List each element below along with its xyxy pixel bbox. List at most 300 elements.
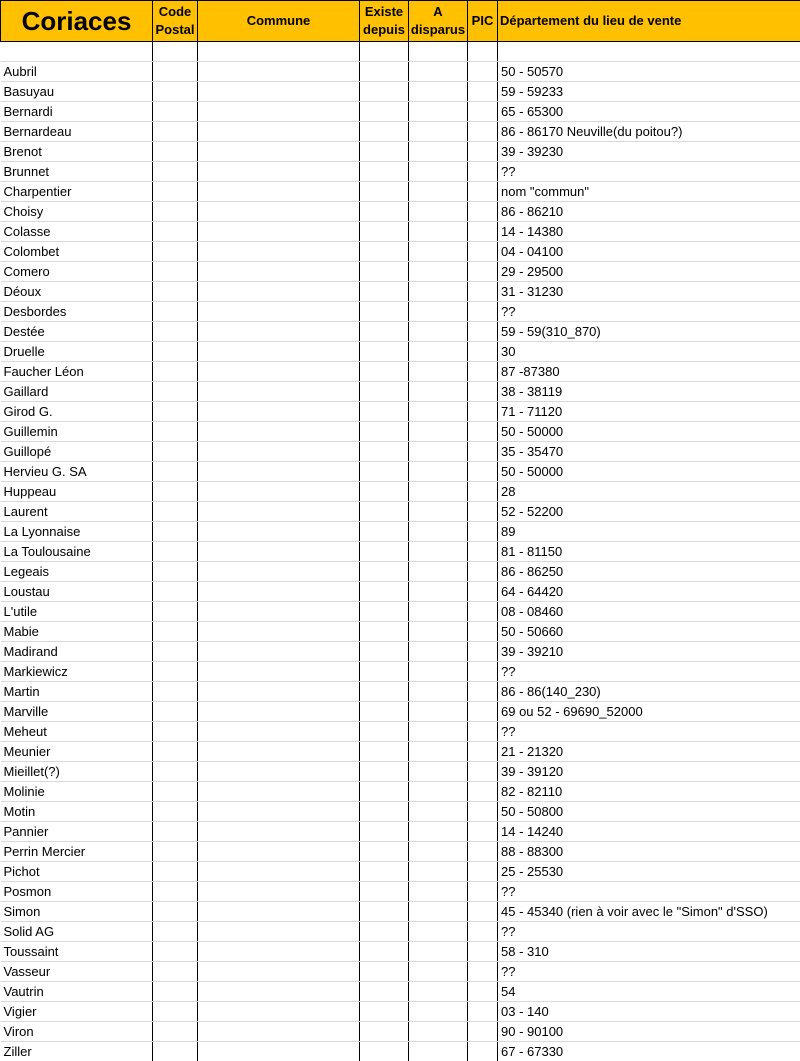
cell-commune[interactable]: [198, 902, 360, 922]
cell-departement[interactable]: 87 -87380: [498, 362, 800, 382]
cell-existe-depuis[interactable]: [360, 422, 409, 442]
cell-name[interactable]: Molinie: [1, 782, 153, 802]
cell-pic[interactable]: [468, 282, 498, 302]
cell-commune[interactable]: [198, 1022, 360, 1042]
cell-commune[interactable]: [198, 622, 360, 642]
cell-name[interactable]: Vigier: [1, 1002, 153, 1022]
cell-code-postal[interactable]: [153, 462, 198, 482]
cell-name[interactable]: Laurent: [1, 502, 153, 522]
cell-existe-depuis[interactable]: [360, 342, 409, 362]
cell-departement[interactable]: 50 - 50000: [498, 422, 800, 442]
cell-existe-depuis[interactable]: [360, 502, 409, 522]
cell-commune[interactable]: [198, 602, 360, 622]
cell-departement[interactable]: 52 - 52200: [498, 502, 800, 522]
cell-existe-depuis[interactable]: [360, 382, 409, 402]
cell-commune[interactable]: [198, 542, 360, 562]
cell-a-disparus[interactable]: [409, 742, 468, 762]
cell-existe-depuis[interactable]: [360, 1022, 409, 1042]
cell-name[interactable]: Aubril: [1, 62, 153, 82]
cell-a-disparus[interactable]: [409, 162, 468, 182]
cell-existe-depuis[interactable]: [360, 702, 409, 722]
cell-commune[interactable]: [198, 442, 360, 462]
cell-name[interactable]: Posmon: [1, 882, 153, 902]
cell-a-disparus[interactable]: [409, 542, 468, 562]
cell-existe-depuis[interactable]: [360, 862, 409, 882]
cell-code-postal[interactable]: [153, 862, 198, 882]
cell-name[interactable]: Legeais: [1, 562, 153, 582]
cell-existe-depuis[interactable]: [360, 62, 409, 82]
cell-existe-depuis[interactable]: [360, 322, 409, 342]
cell-name[interactable]: Bernardi: [1, 102, 153, 122]
cell-departement[interactable]: 59 - 59233: [498, 82, 800, 102]
cell-code-postal[interactable]: [153, 442, 198, 462]
cell-pic[interactable]: [468, 542, 498, 562]
cell-pic[interactable]: [468, 462, 498, 482]
cell-departement[interactable]: nom "commun": [498, 182, 800, 202]
cell-code-postal[interactable]: [153, 62, 198, 82]
cell-commune[interactable]: [198, 322, 360, 342]
cell-code-postal[interactable]: [153, 1022, 198, 1042]
cell-name[interactable]: Desbordes: [1, 302, 153, 322]
cell-code-postal[interactable]: [153, 782, 198, 802]
cell-a-disparus[interactable]: [409, 702, 468, 722]
cell-pic[interactable]: [468, 522, 498, 542]
cell-name[interactable]: Simon: [1, 902, 153, 922]
cell-existe-depuis[interactable]: [360, 442, 409, 462]
cell-code-postal[interactable]: [153, 742, 198, 762]
cell-commune[interactable]: [198, 342, 360, 362]
cell-name[interactable]: Ziller: [1, 1042, 153, 1061]
cell-code-postal[interactable]: [153, 262, 198, 282]
cell-code-postal[interactable]: [153, 382, 198, 402]
header-commune[interactable]: Commune: [198, 1, 360, 42]
cell-commune[interactable]: [198, 302, 360, 322]
cell-code-postal[interactable]: [153, 422, 198, 442]
header-brand[interactable]: Coriaces: [1, 1, 153, 42]
cell-departement[interactable]: 69 ou 52 - 69690_52000: [498, 702, 800, 722]
cell-departement[interactable]: 39 - 39230: [498, 142, 800, 162]
cell-commune[interactable]: [198, 182, 360, 202]
cell-code-postal[interactable]: [153, 222, 198, 242]
cell-commune[interactable]: [198, 82, 360, 102]
cell-name[interactable]: Marville: [1, 702, 153, 722]
cell-pic[interactable]: [468, 702, 498, 722]
cell-a-disparus[interactable]: [409, 642, 468, 662]
cell-code-postal[interactable]: [153, 322, 198, 342]
cell-a-disparus[interactable]: [409, 942, 468, 962]
cell-departement[interactable]: ??: [498, 882, 800, 902]
table-cell[interactable]: [153, 42, 198, 62]
cell-pic[interactable]: [468, 862, 498, 882]
cell-code-postal[interactable]: [153, 822, 198, 842]
cell-pic[interactable]: [468, 1022, 498, 1042]
cell-existe-depuis[interactable]: [360, 202, 409, 222]
cell-a-disparus[interactable]: [409, 802, 468, 822]
cell-departement[interactable]: 39 - 39210: [498, 642, 800, 662]
cell-code-postal[interactable]: [153, 402, 198, 422]
cell-a-disparus[interactable]: [409, 422, 468, 442]
cell-pic[interactable]: [468, 622, 498, 642]
cell-commune[interactable]: [198, 202, 360, 222]
cell-name[interactable]: Charpentier: [1, 182, 153, 202]
cell-pic[interactable]: [468, 982, 498, 1002]
cell-departement[interactable]: 58 - 310: [498, 942, 800, 962]
cell-departement[interactable]: 45 - 45340 (rien à voir avec le "Simon" d'SSO): [498, 902, 800, 922]
cell-commune[interactable]: [198, 742, 360, 762]
cell-departement[interactable]: 59 - 59(310_870): [498, 322, 800, 342]
cell-commune[interactable]: [198, 702, 360, 722]
cell-commune[interactable]: [198, 102, 360, 122]
cell-a-disparus[interactable]: [409, 882, 468, 902]
table-cell[interactable]: [468, 42, 498, 62]
cell-a-disparus[interactable]: [409, 842, 468, 862]
cell-departement[interactable]: 30: [498, 342, 800, 362]
cell-name[interactable]: Viron: [1, 1022, 153, 1042]
cell-pic[interactable]: [468, 82, 498, 102]
cell-departement[interactable]: ??: [498, 722, 800, 742]
cell-code-postal[interactable]: [153, 82, 198, 102]
cell-code-postal[interactable]: [153, 842, 198, 862]
cell-pic[interactable]: [468, 102, 498, 122]
cell-commune[interactable]: [198, 842, 360, 862]
cell-name[interactable]: Hervieu G. SA: [1, 462, 153, 482]
cell-a-disparus[interactable]: [409, 782, 468, 802]
cell-code-postal[interactable]: [153, 142, 198, 162]
cell-departement[interactable]: 64 - 64420: [498, 582, 800, 602]
cell-a-disparus[interactable]: [409, 1002, 468, 1022]
cell-existe-depuis[interactable]: [360, 482, 409, 502]
header-a-disparus[interactable]: [409, 1, 468, 42]
cell-pic[interactable]: [468, 182, 498, 202]
cell-pic[interactable]: [468, 62, 498, 82]
cell-existe-depuis[interactable]: [360, 222, 409, 242]
cell-departement[interactable]: 67 - 67330: [498, 1042, 800, 1061]
cell-pic[interactable]: [468, 582, 498, 602]
cell-pic[interactable]: [468, 742, 498, 762]
cell-name[interactable]: Colasse: [1, 222, 153, 242]
cell-existe-depuis[interactable]: [360, 562, 409, 582]
cell-name[interactable]: Meunier: [1, 742, 153, 762]
cell-pic[interactable]: [468, 762, 498, 782]
cell-commune[interactable]: [198, 642, 360, 662]
cell-a-disparus[interactable]: [409, 722, 468, 742]
cell-existe-depuis[interactable]: [360, 162, 409, 182]
cell-commune[interactable]: [198, 682, 360, 702]
cell-code-postal[interactable]: [153, 1042, 198, 1061]
cell-departement[interactable]: ??: [498, 922, 800, 942]
cell-pic[interactable]: [468, 122, 498, 142]
cell-commune[interactable]: [198, 962, 360, 982]
cell-pic[interactable]: [468, 202, 498, 222]
cell-a-disparus[interactable]: [409, 682, 468, 702]
cell-code-postal[interactable]: [153, 722, 198, 742]
cell-pic[interactable]: [468, 782, 498, 802]
cell-pic[interactable]: [468, 442, 498, 462]
cell-departement[interactable]: 81 - 81150: [498, 542, 800, 562]
cell-pic[interactable]: [468, 222, 498, 242]
cell-name[interactable]: Mieillet(?): [1, 762, 153, 782]
cell-departement[interactable]: 86 - 86210: [498, 202, 800, 222]
cell-code-postal[interactable]: [153, 922, 198, 942]
cell-a-disparus[interactable]: [409, 142, 468, 162]
cell-code-postal[interactable]: [153, 122, 198, 142]
cell-name[interactable]: Meheut: [1, 722, 153, 742]
cell-existe-depuis[interactable]: [360, 642, 409, 662]
cell-commune[interactable]: [198, 62, 360, 82]
cell-departement[interactable]: ??: [498, 162, 800, 182]
cell-commune[interactable]: [198, 262, 360, 282]
cell-existe-depuis[interactable]: [360, 922, 409, 942]
cell-pic[interactable]: [468, 302, 498, 322]
cell-code-postal[interactable]: [153, 682, 198, 702]
cell-code-postal[interactable]: [153, 522, 198, 542]
cell-departement[interactable]: 21 - 21320: [498, 742, 800, 762]
cell-existe-depuis[interactable]: [360, 602, 409, 622]
cell-commune[interactable]: [198, 482, 360, 502]
cell-name[interactable]: Destée: [1, 322, 153, 342]
cell-code-postal[interactable]: [153, 622, 198, 642]
cell-a-disparus[interactable]: [409, 862, 468, 882]
cell-code-postal[interactable]: [153, 1002, 198, 1022]
cell-commune[interactable]: [198, 862, 360, 882]
cell-a-disparus[interactable]: [409, 202, 468, 222]
cell-commune[interactable]: [198, 762, 360, 782]
cell-name[interactable]: Druelle: [1, 342, 153, 362]
cell-existe-depuis[interactable]: [360, 1002, 409, 1022]
cell-code-postal[interactable]: [153, 342, 198, 362]
cell-commune[interactable]: [198, 282, 360, 302]
cell-existe-depuis[interactable]: [360, 302, 409, 322]
cell-code-postal[interactable]: [153, 102, 198, 122]
cell-a-disparus[interactable]: [409, 522, 468, 542]
cell-code-postal[interactable]: [153, 542, 198, 562]
cell-name[interactable]: Toussaint: [1, 942, 153, 962]
cell-commune[interactable]: [198, 582, 360, 602]
cell-existe-depuis[interactable]: [360, 682, 409, 702]
cell-commune[interactable]: [198, 722, 360, 742]
table-cell[interactable]: [1, 42, 153, 62]
cell-a-disparus[interactable]: [409, 222, 468, 242]
cell-departement[interactable]: ??: [498, 962, 800, 982]
cell-pic[interactable]: [468, 342, 498, 362]
cell-code-postal[interactable]: [153, 502, 198, 522]
cell-a-disparus[interactable]: [409, 102, 468, 122]
table-cell[interactable]: [498, 42, 800, 62]
cell-existe-depuis[interactable]: [360, 822, 409, 842]
cell-name[interactable]: Choisy: [1, 202, 153, 222]
cell-departement[interactable]: 86 - 86(140_230): [498, 682, 800, 702]
cell-code-postal[interactable]: [153, 962, 198, 982]
cell-name[interactable]: Brenot: [1, 142, 153, 162]
cell-name[interactable]: Madirand: [1, 642, 153, 662]
cell-existe-depuis[interactable]: [360, 782, 409, 802]
table-cell[interactable]: [360, 42, 409, 62]
cell-name[interactable]: Faucher Léon: [1, 362, 153, 382]
cell-existe-depuis[interactable]: [360, 962, 409, 982]
cell-a-disparus[interactable]: [409, 582, 468, 602]
cell-name[interactable]: Basuyau: [1, 82, 153, 102]
cell-name[interactable]: Loustau: [1, 582, 153, 602]
cell-a-disparus[interactable]: [409, 282, 468, 302]
cell-departement[interactable]: 04 - 04100: [498, 242, 800, 262]
cell-departement[interactable]: 65 - 65300: [498, 102, 800, 122]
cell-commune[interactable]: [198, 522, 360, 542]
cell-code-postal[interactable]: [153, 582, 198, 602]
header-existe-depuis[interactable]: [360, 1, 409, 42]
cell-existe-depuis[interactable]: [360, 802, 409, 822]
cell-existe-depuis[interactable]: [360, 282, 409, 302]
cell-code-postal[interactable]: [153, 642, 198, 662]
cell-pic[interactable]: [468, 322, 498, 342]
cell-code-postal[interactable]: [153, 942, 198, 962]
cell-code-postal[interactable]: [153, 202, 198, 222]
cell-commune[interactable]: [198, 882, 360, 902]
cell-pic[interactable]: [468, 502, 498, 522]
cell-code-postal[interactable]: [153, 982, 198, 1002]
cell-a-disparus[interactable]: [409, 82, 468, 102]
cell-a-disparus[interactable]: [409, 122, 468, 142]
cell-a-disparus[interactable]: [409, 982, 468, 1002]
cell-code-postal[interactable]: [153, 162, 198, 182]
cell-departement[interactable]: 03 - 140: [498, 1002, 800, 1022]
cell-pic[interactable]: [468, 422, 498, 442]
cell-code-postal[interactable]: [153, 702, 198, 722]
cell-departement[interactable]: 86 - 86170 Neuville(du poitou?): [498, 122, 800, 142]
cell-a-disparus[interactable]: [409, 242, 468, 262]
cell-a-disparus[interactable]: [409, 822, 468, 842]
cell-pic[interactable]: [468, 642, 498, 662]
cell-departement[interactable]: 39 - 39120: [498, 762, 800, 782]
cell-name[interactable]: Motin: [1, 802, 153, 822]
cell-code-postal[interactable]: [153, 602, 198, 622]
cell-existe-depuis[interactable]: [360, 842, 409, 862]
cell-pic[interactable]: [468, 722, 498, 742]
cell-name[interactable]: Pichot: [1, 862, 153, 882]
cell-pic[interactable]: [468, 242, 498, 262]
cell-departement[interactable]: 28: [498, 482, 800, 502]
cell-existe-depuis[interactable]: [360, 262, 409, 282]
cell-existe-depuis[interactable]: [360, 1042, 409, 1061]
cell-commune[interactable]: [198, 662, 360, 682]
cell-departement[interactable]: 54: [498, 982, 800, 1002]
cell-name[interactable]: Bernardeau: [1, 122, 153, 142]
cell-a-disparus[interactable]: [409, 262, 468, 282]
cell-commune[interactable]: [198, 1042, 360, 1061]
cell-a-disparus[interactable]: [409, 562, 468, 582]
cell-a-disparus[interactable]: [409, 1022, 468, 1042]
cell-existe-depuis[interactable]: [360, 182, 409, 202]
cell-a-disparus[interactable]: [409, 762, 468, 782]
cell-pic[interactable]: [468, 842, 498, 862]
cell-existe-depuis[interactable]: [360, 102, 409, 122]
cell-departement[interactable]: 71 - 71120: [498, 402, 800, 422]
cell-departement[interactable]: 50 - 50570: [498, 62, 800, 82]
cell-existe-depuis[interactable]: [360, 242, 409, 262]
cell-code-postal[interactable]: [153, 882, 198, 902]
cell-code-postal[interactable]: [153, 562, 198, 582]
cell-pic[interactable]: [468, 822, 498, 842]
cell-commune[interactable]: [198, 422, 360, 442]
cell-commune[interactable]: [198, 382, 360, 402]
cell-existe-depuis[interactable]: [360, 462, 409, 482]
cell-commune[interactable]: [198, 822, 360, 842]
cell-a-disparus[interactable]: [409, 602, 468, 622]
cell-a-disparus[interactable]: [409, 302, 468, 322]
cell-pic[interactable]: [468, 962, 498, 982]
cell-name[interactable]: Huppeau: [1, 482, 153, 502]
cell-departement[interactable]: 86 - 86250: [498, 562, 800, 582]
cell-a-disparus[interactable]: [409, 342, 468, 362]
cell-departement[interactable]: 25 - 25530: [498, 862, 800, 882]
cell-existe-depuis[interactable]: [360, 662, 409, 682]
cell-departement[interactable]: 50 - 50800: [498, 802, 800, 822]
cell-pic[interactable]: [468, 482, 498, 502]
table-cell[interactable]: [409, 42, 468, 62]
cell-code-postal[interactable]: [153, 362, 198, 382]
cell-existe-depuis[interactable]: [360, 882, 409, 902]
cell-code-postal[interactable]: [153, 302, 198, 322]
cell-pic[interactable]: [468, 262, 498, 282]
cell-departement[interactable]: 14 - 14380: [498, 222, 800, 242]
cell-existe-depuis[interactable]: [360, 122, 409, 142]
cell-commune[interactable]: [198, 502, 360, 522]
cell-code-postal[interactable]: [153, 902, 198, 922]
cell-existe-depuis[interactable]: [360, 402, 409, 422]
cell-a-disparus[interactable]: [409, 502, 468, 522]
cell-departement[interactable]: 50 - 50660: [498, 622, 800, 642]
table-cell[interactable]: [198, 42, 360, 62]
cell-departement[interactable]: 50 - 50000: [498, 462, 800, 482]
cell-commune[interactable]: [198, 982, 360, 1002]
cell-departement[interactable]: 35 - 35470: [498, 442, 800, 462]
cell-commune[interactable]: [198, 462, 360, 482]
cell-pic[interactable]: [468, 922, 498, 942]
cell-pic[interactable]: [468, 942, 498, 962]
cell-code-postal[interactable]: [153, 802, 198, 822]
cell-pic[interactable]: [468, 362, 498, 382]
cell-name[interactable]: La Lyonnaise: [1, 522, 153, 542]
cell-pic[interactable]: [468, 1002, 498, 1022]
cell-pic[interactable]: [468, 802, 498, 822]
cell-a-disparus[interactable]: [409, 462, 468, 482]
cell-existe-depuis[interactable]: [360, 82, 409, 102]
cell-existe-depuis[interactable]: [360, 522, 409, 542]
cell-commune[interactable]: [198, 162, 360, 182]
cell-pic[interactable]: [468, 662, 498, 682]
cell-pic[interactable]: [468, 902, 498, 922]
cell-departement[interactable]: 82 - 82110: [498, 782, 800, 802]
cell-a-disparus[interactable]: [409, 662, 468, 682]
cell-code-postal[interactable]: [153, 182, 198, 202]
cell-a-disparus[interactable]: [409, 962, 468, 982]
cell-commune[interactable]: [198, 562, 360, 582]
cell-a-disparus[interactable]: [409, 382, 468, 402]
cell-commune[interactable]: [198, 222, 360, 242]
cell-departement[interactable]: 90 - 90100: [498, 1022, 800, 1042]
cell-pic[interactable]: [468, 562, 498, 582]
cell-pic[interactable]: [468, 602, 498, 622]
cell-pic[interactable]: [468, 402, 498, 422]
cell-commune[interactable]: [198, 922, 360, 942]
cell-commune[interactable]: [198, 122, 360, 142]
cell-name[interactable]: Gaillard: [1, 382, 153, 402]
cell-name[interactable]: L'utile: [1, 602, 153, 622]
cell-commune[interactable]: [198, 402, 360, 422]
cell-departement[interactable]: 08 - 08460: [498, 602, 800, 622]
cell-departement[interactable]: 38 - 38119: [498, 382, 800, 402]
cell-code-postal[interactable]: [153, 762, 198, 782]
cell-code-postal[interactable]: [153, 282, 198, 302]
